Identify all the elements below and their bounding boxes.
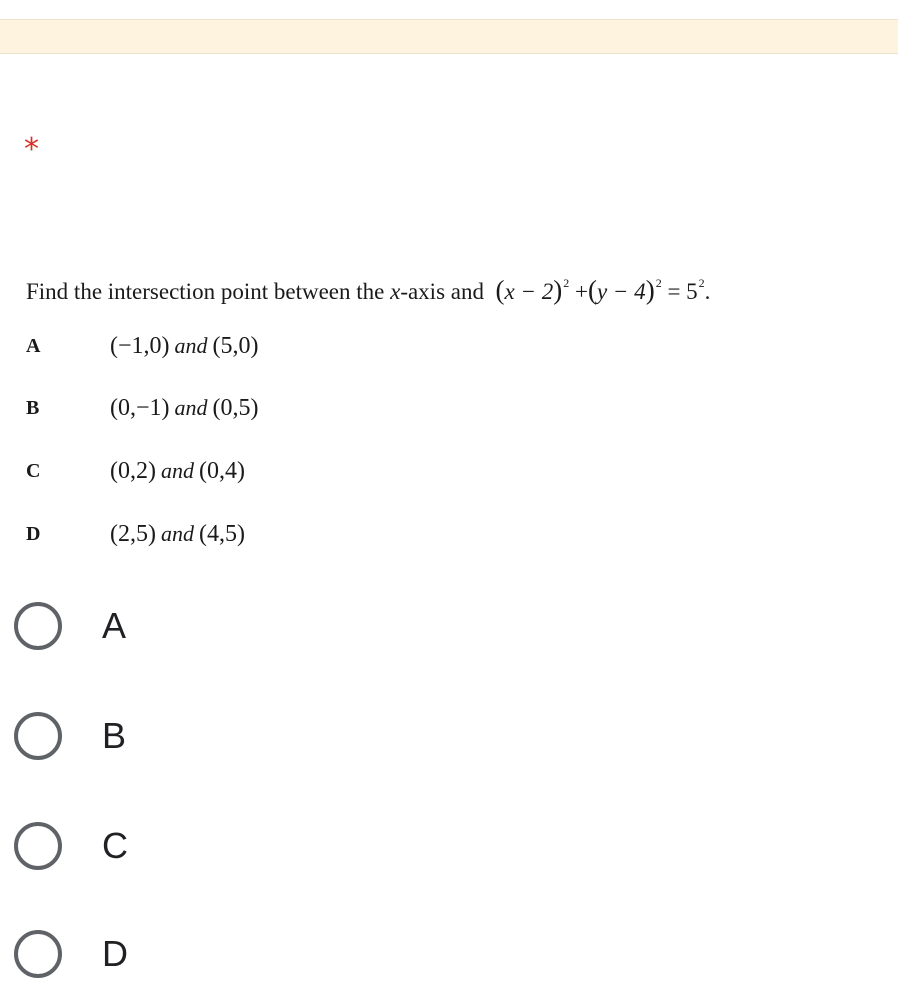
eq-period: . bbox=[704, 279, 711, 304]
question-text bbox=[26, 267, 710, 308]
radio-option-c[interactable] bbox=[14, 822, 414, 882]
eq-paren: ( bbox=[495, 275, 505, 305]
radio-option-d[interactable] bbox=[14, 930, 414, 990]
question-image bbox=[0, 255, 898, 565]
question-text-before: Find the intersection point between the bbox=[26, 279, 391, 304]
choice-point-1: (0,−1) bbox=[110, 395, 170, 421]
radio-label-d[interactable]: D bbox=[102, 933, 128, 974]
eq-exponent: 2 bbox=[563, 276, 570, 290]
choice-letter: B bbox=[26, 397, 40, 419]
eq-term-2: y − 4 bbox=[596, 279, 646, 304]
radio-button-c[interactable] bbox=[14, 822, 62, 870]
choice-letter: C bbox=[26, 460, 41, 482]
radio-button-b[interactable] bbox=[14, 712, 62, 760]
question-text-after: -axis and bbox=[400, 279, 484, 304]
radio-label-c[interactable]: C bbox=[102, 825, 128, 866]
choice-point-1: (0,2) bbox=[110, 458, 156, 484]
radio-label-b[interactable]: B bbox=[102, 715, 127, 756]
choice-conj: and bbox=[174, 333, 208, 358]
circle-equation bbox=[495, 275, 711, 305]
radio-option-b[interactable] bbox=[14, 712, 414, 772]
choice-conj: and bbox=[160, 521, 194, 546]
choice-letter: A bbox=[26, 335, 41, 357]
choice-value bbox=[110, 326, 259, 366]
eq-rhs: = 5 bbox=[667, 279, 698, 304]
choice-row-b bbox=[26, 388, 526, 428]
radio-button-a[interactable] bbox=[14, 602, 62, 650]
choice-row-c bbox=[26, 451, 526, 491]
eq-term-1: x − 2 bbox=[504, 279, 554, 304]
choice-row-a bbox=[26, 326, 526, 366]
radio-button-d[interactable] bbox=[14, 930, 62, 978]
radio-option-a[interactable] bbox=[14, 602, 414, 662]
radio-label-a[interactable]: A bbox=[102, 605, 127, 646]
required-asterisk: * bbox=[24, 132, 39, 167]
eq-exponent: 2 bbox=[698, 276, 705, 290]
choice-value bbox=[110, 514, 245, 554]
choice-conj: and bbox=[160, 458, 194, 483]
choice-conj: and bbox=[174, 395, 208, 420]
top-banner bbox=[0, 19, 898, 54]
eq-paren: ( bbox=[587, 275, 597, 305]
eq-paren: ) bbox=[645, 275, 655, 305]
choice-value bbox=[110, 388, 259, 428]
question-axis-var: x bbox=[390, 279, 401, 304]
choice-point-1: (2,5) bbox=[110, 521, 156, 547]
choice-point-1: (−1,0) bbox=[110, 333, 170, 359]
eq-paren: ) bbox=[553, 275, 563, 305]
choice-letter: D bbox=[26, 523, 41, 545]
choice-point-2: (0,5) bbox=[212, 395, 259, 421]
choice-point-2: (5,0) bbox=[212, 333, 259, 359]
choice-point-2: (0,4) bbox=[198, 458, 245, 484]
choice-row-d bbox=[26, 514, 526, 554]
choice-point-2: (4,5) bbox=[198, 521, 245, 547]
eq-plus: + bbox=[574, 279, 588, 304]
eq-exponent: 2 bbox=[655, 276, 662, 290]
choice-value bbox=[110, 451, 245, 491]
